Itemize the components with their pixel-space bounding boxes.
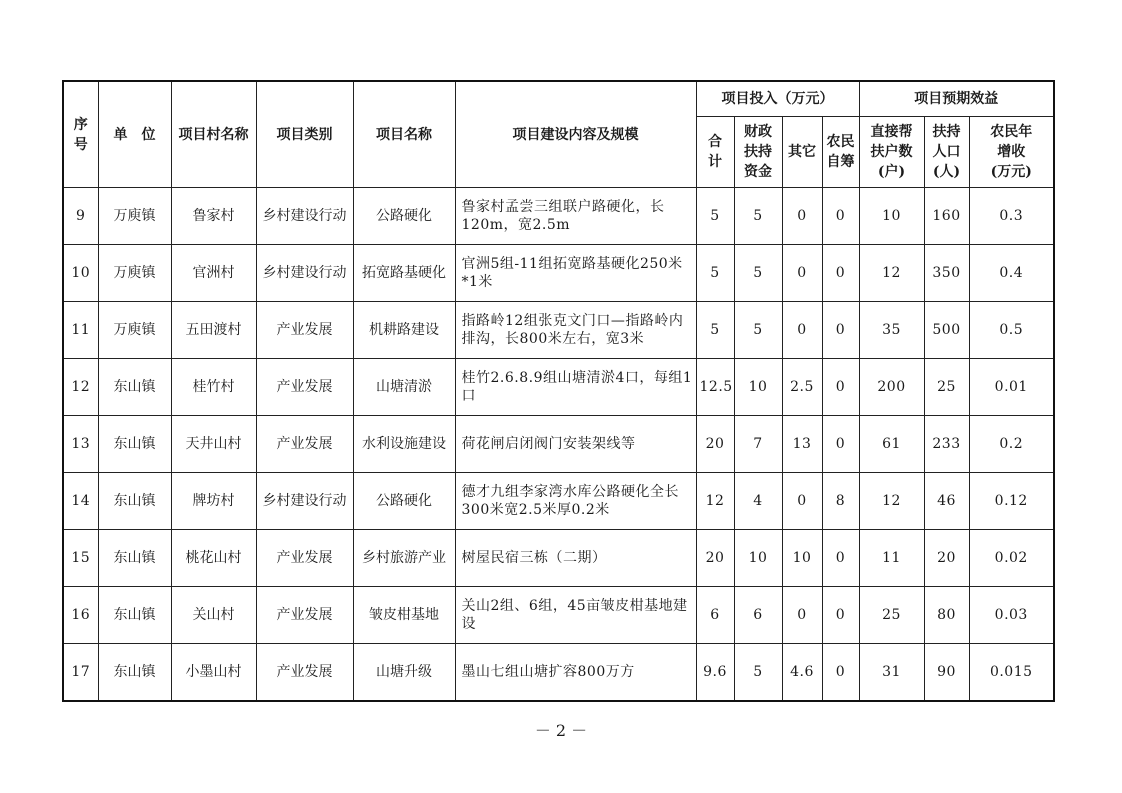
cell-households: 61 — [859, 416, 924, 473]
cell-other: 4.6 — [782, 644, 822, 701]
cell-other: 0 — [782, 302, 822, 359]
cell-unit: 东山镇 — [98, 530, 171, 587]
cell-unit: 万庾镇 — [98, 302, 171, 359]
cell-fiscal: 6 — [734, 587, 782, 644]
header-other: 其它 — [782, 117, 822, 188]
cell-seq: 14 — [63, 473, 98, 530]
cell-fiscal: 10 — [734, 530, 782, 587]
cell-income: 0.5 — [969, 302, 1054, 359]
table-row — [63, 188, 1054, 245]
header-farmer: 农民 自筹 — [822, 117, 859, 188]
table-row — [63, 359, 1054, 416]
cell-unit: 东山镇 — [98, 644, 171, 701]
cell-farmer: 0 — [822, 359, 859, 416]
cell-population: 20 — [924, 530, 969, 587]
cell-total: 12 — [696, 473, 734, 530]
cell-total: 12.5 — [696, 359, 734, 416]
cell-village: 官洲村 — [171, 245, 256, 302]
cell-other: 0 — [782, 473, 822, 530]
cell-name: 山塘清淤 — [353, 359, 455, 416]
cell-name: 乡村旅游产业 — [353, 530, 455, 587]
cell-village: 牌坊村 — [171, 473, 256, 530]
table-row — [63, 587, 1054, 644]
cell-name: 公路硬化 — [353, 473, 455, 530]
header-benefit-group: 项目预期效益 — [859, 81, 1054, 117]
cell-name: 皱皮柑基地 — [353, 587, 455, 644]
cell-households: 12 — [859, 473, 924, 530]
cell-income: 0.4 — [969, 245, 1054, 302]
cell-households: 35 — [859, 302, 924, 359]
cell-content: 荷花闸启闭阀门安装架线等 — [455, 416, 696, 473]
table-row — [63, 644, 1054, 701]
cell-content: 指路岭12组张克文门口—指路岭内排沟，长800米左右，宽3米 — [455, 302, 696, 359]
cell-population: 350 — [924, 245, 969, 302]
cell-unit: 东山镇 — [98, 359, 171, 416]
table-row — [63, 416, 1054, 473]
cell-fiscal: 5 — [734, 302, 782, 359]
cell-content: 官洲5组-11组拓宽路基硬化250米*1米 — [455, 245, 696, 302]
cell-fiscal: 5 — [734, 644, 782, 701]
cell-category: 产业发展 — [256, 302, 353, 359]
cell-seq: 12 — [63, 359, 98, 416]
cell-fiscal: 10 — [734, 359, 782, 416]
project-table-container — [62, 80, 1053, 702]
cell-households: 11 — [859, 530, 924, 587]
header-village: 项目村名称 — [171, 81, 256, 188]
cell-unit: 东山镇 — [98, 473, 171, 530]
cell-farmer: 0 — [822, 302, 859, 359]
cell-village: 桂竹村 — [171, 359, 256, 416]
cell-category: 乡村建设行动 — [256, 473, 353, 530]
cell-village: 鲁家村 — [171, 188, 256, 245]
cell-farmer: 0 — [822, 644, 859, 701]
cell-population: 233 — [924, 416, 969, 473]
header-total: 合 计 — [696, 117, 734, 188]
header-name: 项目名称 — [353, 81, 455, 188]
table-row — [63, 302, 1054, 359]
cell-households: 10 — [859, 188, 924, 245]
cell-income: 0.015 — [969, 644, 1054, 701]
cell-farmer: 0 — [822, 587, 859, 644]
table-body — [63, 188, 1054, 701]
cell-total: 5 — [696, 302, 734, 359]
cell-farmer: 0 — [822, 416, 859, 473]
cell-seq: 16 — [63, 587, 98, 644]
cell-income: 0.2 — [969, 416, 1054, 473]
header-households: 直接帮 扶户数 (户) — [859, 117, 924, 188]
header-unit: 单 位 — [98, 81, 171, 188]
cell-other: 10 — [782, 530, 822, 587]
cell-income: 0.3 — [969, 188, 1054, 245]
cell-fiscal: 4 — [734, 473, 782, 530]
table-row — [63, 245, 1054, 302]
cell-income: 0.03 — [969, 587, 1054, 644]
header-content: 项目建设内容及规模 — [455, 81, 696, 188]
cell-seq: 17 — [63, 644, 98, 701]
cell-population: 500 — [924, 302, 969, 359]
cell-category: 产业发展 — [256, 644, 353, 701]
cell-total: 5 — [696, 188, 734, 245]
header-population: 扶持 人口 (人) — [924, 117, 969, 188]
cell-content: 鲁家村孟尝三组联户路硬化，长120m，宽2.5m — [455, 188, 696, 245]
cell-total: 9.6 — [696, 644, 734, 701]
cell-other: 0 — [782, 587, 822, 644]
cell-households: 12 — [859, 245, 924, 302]
cell-total: 20 — [696, 530, 734, 587]
cell-population: 90 — [924, 644, 969, 701]
cell-income: 0.01 — [969, 359, 1054, 416]
cell-content: 关山2组、6组，45亩皱皮柑基地建设 — [455, 587, 696, 644]
cell-category: 乡村建设行动 — [256, 188, 353, 245]
cell-unit: 东山镇 — [98, 416, 171, 473]
cell-category: 产业发展 — [256, 416, 353, 473]
cell-content: 桂竹2.6.8.9组山塘清淤4口，每组1口 — [455, 359, 696, 416]
cell-other: 2.5 — [782, 359, 822, 416]
cell-other: 0 — [782, 245, 822, 302]
cell-population: 80 — [924, 587, 969, 644]
cell-name: 机耕路建设 — [353, 302, 455, 359]
cell-seq: 11 — [63, 302, 98, 359]
cell-category: 乡村建设行动 — [256, 245, 353, 302]
cell-households: 25 — [859, 587, 924, 644]
cell-village: 小墨山村 — [171, 644, 256, 701]
cell-village: 天井山村 — [171, 416, 256, 473]
table-header — [63, 81, 1054, 188]
cell-total: 6 — [696, 587, 734, 644]
cell-population: 46 — [924, 473, 969, 530]
cell-seq: 15 — [63, 530, 98, 587]
cell-fiscal: 7 — [734, 416, 782, 473]
cell-name: 拓宽路基硬化 — [353, 245, 455, 302]
cell-households: 31 — [859, 644, 924, 701]
header-seq: 序 号 — [63, 81, 98, 188]
header-fiscal: 财政 扶持 资金 — [734, 117, 782, 188]
cell-population: 25 — [924, 359, 969, 416]
cell-name: 水利设施建设 — [353, 416, 455, 473]
cell-village: 桃花山村 — [171, 530, 256, 587]
cell-fiscal: 5 — [734, 188, 782, 245]
cell-farmer: 8 — [822, 473, 859, 530]
cell-households: 200 — [859, 359, 924, 416]
cell-farmer: 0 — [822, 245, 859, 302]
header-income: 农民年 增收 (万元) — [969, 117, 1054, 188]
cell-category: 产业发展 — [256, 530, 353, 587]
cell-total: 5 — [696, 245, 734, 302]
cell-farmer: 0 — [822, 188, 859, 245]
cell-farmer: 0 — [822, 530, 859, 587]
table-row — [63, 530, 1054, 587]
cell-seq: 13 — [63, 416, 98, 473]
cell-village: 五田渡村 — [171, 302, 256, 359]
cell-other: 0 — [782, 188, 822, 245]
cell-total: 20 — [696, 416, 734, 473]
cell-income: 0.02 — [969, 530, 1054, 587]
cell-fiscal: 5 — [734, 245, 782, 302]
cell-seq: 9 — [63, 188, 98, 245]
cell-category: 产业发展 — [256, 359, 353, 416]
cell-other: 13 — [782, 416, 822, 473]
cell-unit: 东山镇 — [98, 587, 171, 644]
cell-name: 公路硬化 — [353, 188, 455, 245]
page-number: － 2 － — [534, 721, 588, 740]
cell-category: 产业发展 — [256, 587, 353, 644]
header-investment-group: 项目投入（万元） — [696, 81, 859, 117]
cell-unit: 万庾镇 — [98, 245, 171, 302]
project-table — [62, 80, 1055, 702]
cell-name: 山塘升级 — [353, 644, 455, 701]
table-row — [63, 473, 1054, 530]
cell-content: 德才九组李家湾水库公路硬化全长300米宽2.5米厚0.2米 — [455, 473, 696, 530]
cell-unit: 万庾镇 — [98, 188, 171, 245]
cell-income: 0.12 — [969, 473, 1054, 530]
cell-village: 关山村 — [171, 587, 256, 644]
header-category: 项目类别 — [256, 81, 353, 188]
cell-content: 树屋民宿三栋（二期） — [455, 530, 696, 587]
cell-content: 墨山七组山塘扩容800万方 — [455, 644, 696, 701]
cell-population: 160 — [924, 188, 969, 245]
cell-seq: 10 — [63, 245, 98, 302]
